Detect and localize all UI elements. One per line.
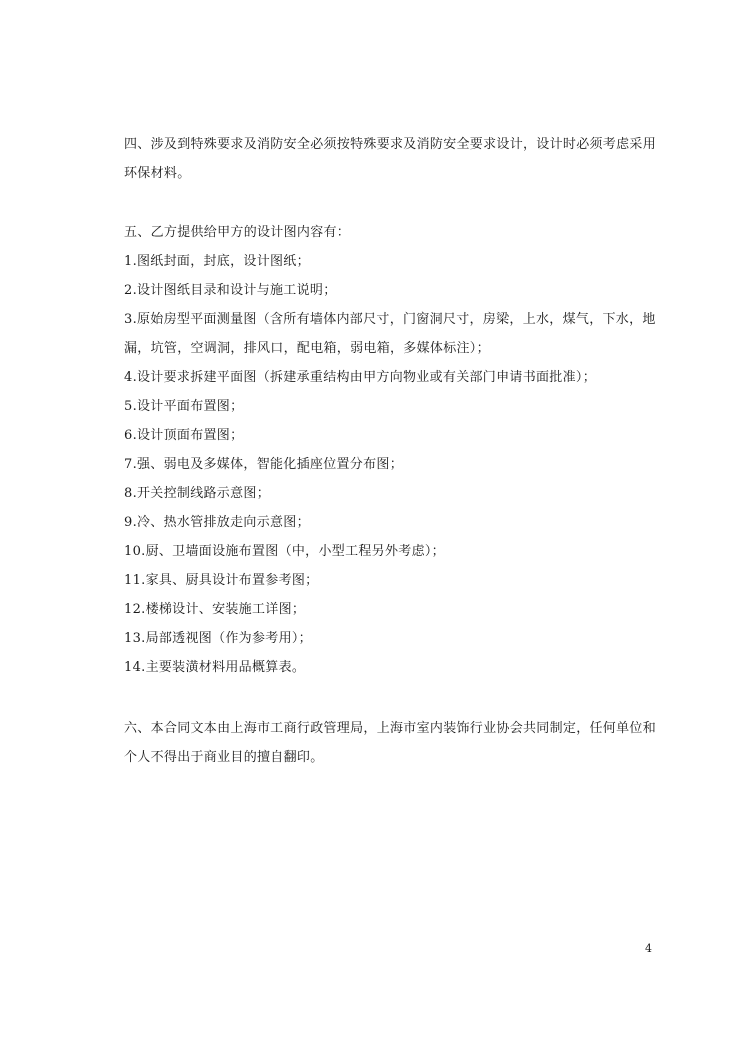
list-item: 14.主要装潢材料用品概算表。 (124, 660, 306, 675)
section-4-line-2: 环保材料。 (124, 166, 191, 181)
list-item-continuation: 漏，坑管，空调洞，排风口，配电箱，弱电箱，多媒体标注）； (124, 341, 490, 356)
section-6-line-2: 个人不得出于商业目的擅自翻印。 (124, 750, 324, 765)
list-item: 12.楼梯设计、安装施工详图； (124, 602, 306, 617)
section-6-line-1: 六、本合同文本由上海市工商行政管理局，上海市室内装饰行业协会共同制定，任何单位和 (124, 721, 657, 736)
page-number: 4 (645, 942, 652, 955)
list-item: 5.设计平面布置图； (124, 399, 244, 414)
list-item: 8.开关控制线路示意图； (124, 486, 271, 501)
list-item: 6.设计顶面布置图； (124, 428, 244, 443)
section-5-heading: 五、乙方提供给甲方的设计图内容有： (124, 225, 351, 240)
list-item: 1.图纸封面，封底，设计图纸； (124, 254, 310, 269)
list-item: 3.原始房型平面测量图（含所有墙体内部尺寸，门窗洞尺寸，房梁，上水，煤气，下水，地 (124, 312, 656, 327)
list-item: 4.设计要求拆建平面图（拆建承重结构由甲方向物业或有关部门申请书面批准）； (124, 370, 597, 385)
list-item: 13.局部透视图（作为参考用）； (124, 631, 312, 646)
list-item: 10.厨、卫墙面设施布置图（中，小型工程另外考虑）； (124, 544, 445, 559)
list-item: 9.冷、热水管排放走向示意图； (124, 515, 310, 530)
section-4-line-1: 四、涉及到特殊要求及消防安全必须按特殊要求及消防安全要求设计，设计时必须考虑采用 (124, 137, 657, 152)
list-item: 2.设计图纸目录和设计与施工说明； (124, 283, 337, 298)
list-item: 11.家具、厨具设计布置参考图； (124, 573, 319, 588)
list-item: 7.强、弱电及多媒体，智能化插座位置分布图； (124, 457, 404, 472)
